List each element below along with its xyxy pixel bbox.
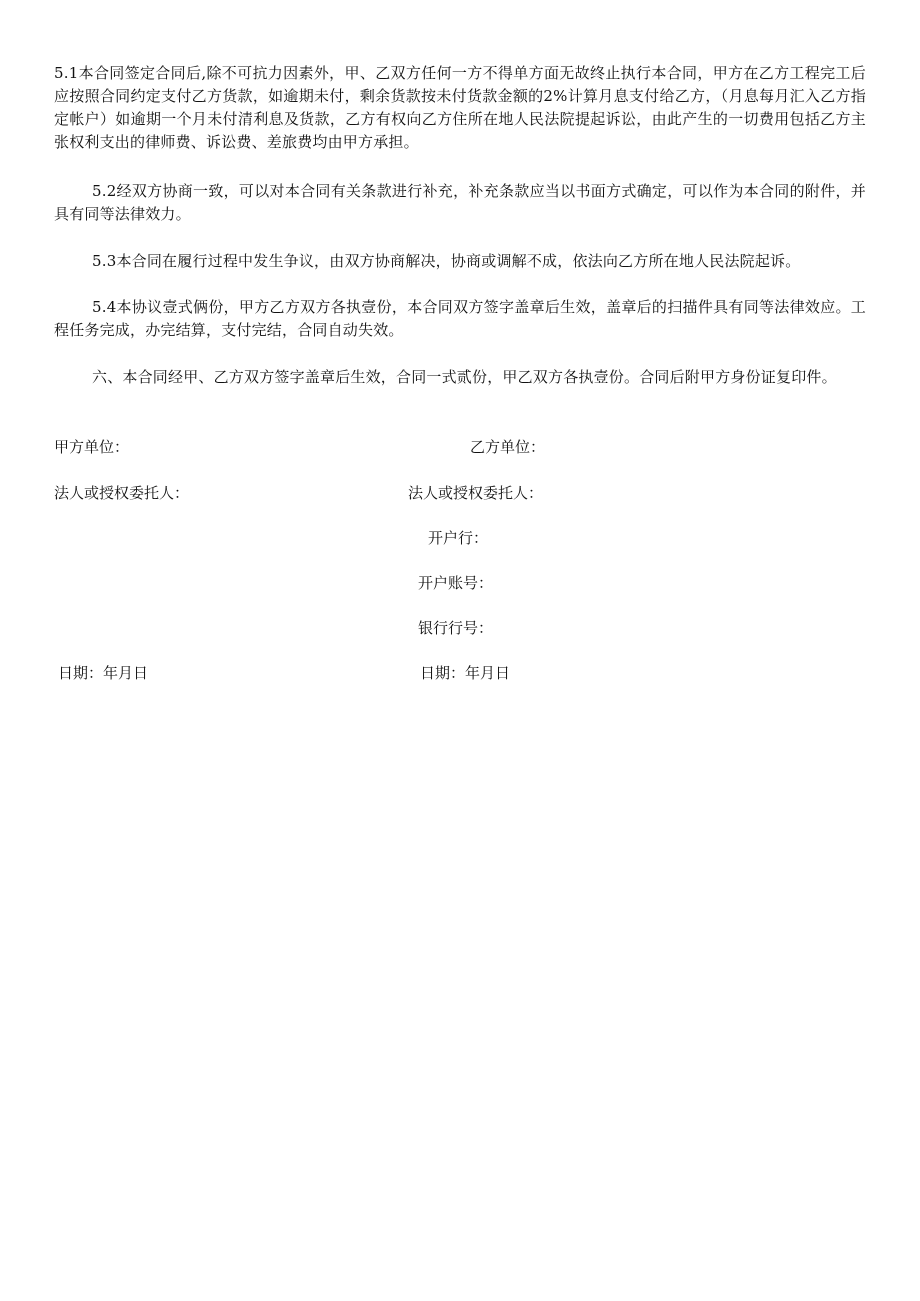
party-b-representative-label: 法人或授权委托人： — [408, 484, 544, 502]
party-a-date-label: 日期：年月日 — [58, 664, 149, 682]
party-a-unit-label: 甲方单位： — [54, 438, 130, 456]
bank-code-label: 银行行号： — [418, 619, 494, 637]
party-a-representative-label: 法人或授权委托人： — [54, 484, 190, 502]
party-b-date-label: 日期：年月日 — [420, 664, 511, 682]
bank-label: 开户行： — [428, 529, 489, 547]
clause-5-4: 5.4本协议壹式俩份，甲方乙方双方各执壹份，本合同双方签字盖章后生效，盖章后的扫描件具有同等法律效应。工程任务完成，办完结算，支付完结，合同自动失效。 — [54, 298, 866, 339]
clause-5-3: 5.3本合同在履行过程中发生争议，由双方协商解决，协商或调解不成，依法向乙方所在地人民法院起诉。 — [92, 252, 801, 270]
account-number-label: 开户账号： — [418, 574, 494, 592]
clause-5-1: 5.1本合同签定合同后,除不可抗力因素外，甲、乙双方任何一方不得单方面无故终止执行本合同，甲方在乙方工程完工后应按照合同约定支付乙方货款，如逾期未付，剩余货款按未付货款金额的2%计算月息支付给乙方，（月息每月汇入乙方指定帐户）如逾期一个月未付清利息及货款，乙方有权向乙方住所在地人民法院提起诉讼，由此产生的一切费用包括乙方主张权利支出的律师费、诉讼费、差旅费均由甲方承担。 — [54, 64, 866, 151]
clause-5-2: 5.2经双方协商一致，可以对本合同有关条款进行补充，补充条款应当以书面方式确定，可以作为本合同的附件，并具有同等法律效力。 — [54, 182, 866, 223]
clause-6: 六、本合同经甲、乙方双方签字盖章后生效，合同一式贰份，甲乙双方各执壹份。合同后附甲方身份证复印件。 — [92, 368, 837, 386]
party-b-unit-label: 乙方单位： — [470, 438, 546, 456]
